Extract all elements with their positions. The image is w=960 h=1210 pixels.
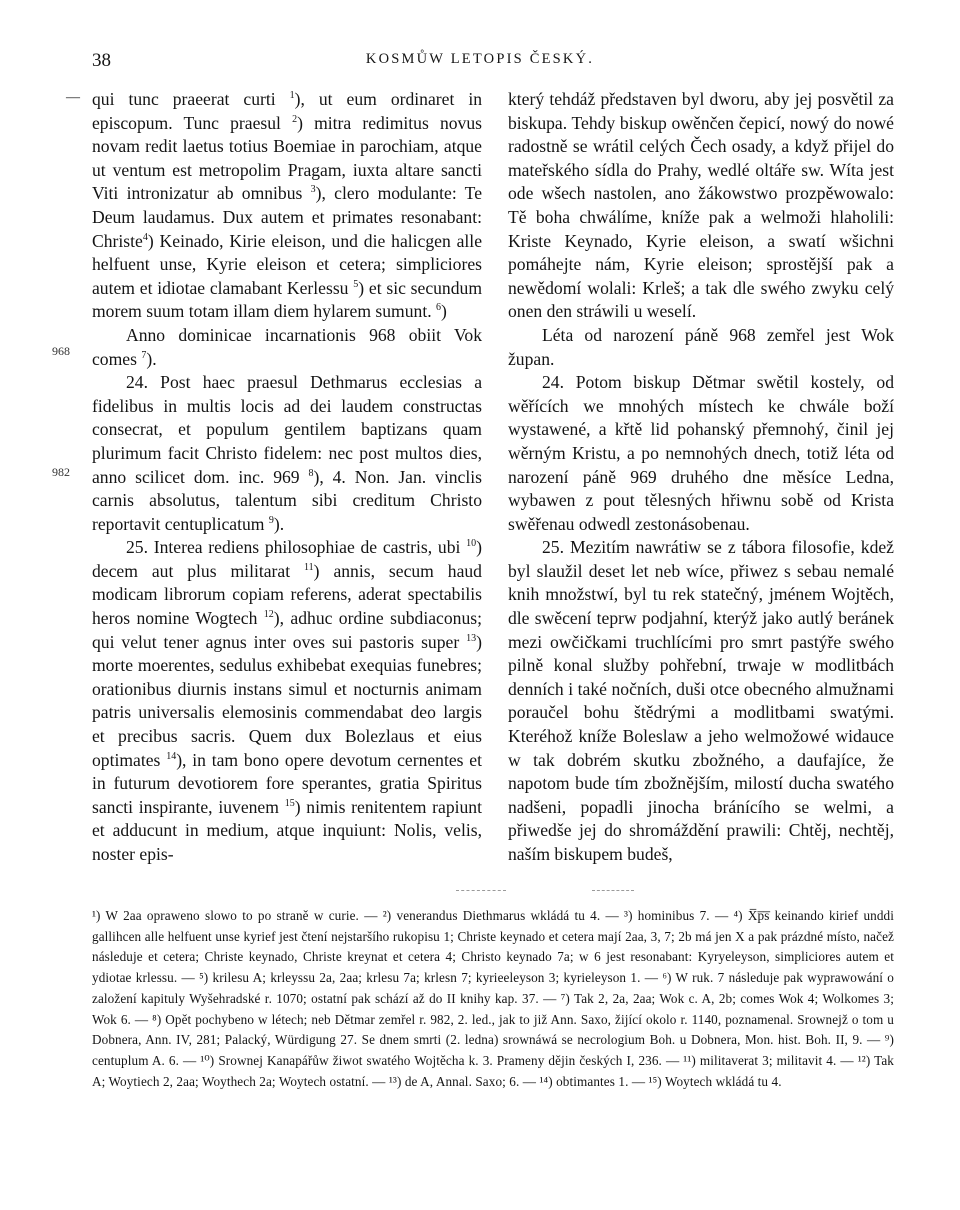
margin-dash: — [66, 90, 80, 105]
latin-paragraph-3: 24. Post haec praesul Dethmarus ecclesias a fidelibus in multis locis ad dei laudem constructas consecrat, et populum gentilem baptizans quam plurimum facit Christo fidelem: nec post multos dies, anno scilicet dom. inc. 969 $^8$), 4. Non. Jan. vinclis carnis absolutus, talentum sibi creditum Christo reportavit centuplicatum $^9$). [92, 372, 482, 534]
footnote-ref: 3 [310, 184, 316, 196]
latin-column [92, 88, 482, 867]
footnotes: ¹) W 2aa opraweno slowo to po straně w curie. — ²) venerandus Diethmarus wkládá tu 4. — ³) hominibus 7. — ⁴) X̅p̅s̅ keinando kirief unddi gallihcen alle helfuent unse kyrief jest čtení nejstaršího rukopisu 1; Christe keynado et cetera mají 2aa, 3, 7; 2b má jen X a pak prázdné místo, načež následuje et cetera; Christe keynado, Christe kreynat et cetera 4; Christo keynado 7a; w 6 jest resonabant: Kyryeleyson, simpliciores autem et ydiotae krlessu. — ⁵) krilesu A; krleyssu 2a, 2aa; krlesu 7a; krlesn 7; kyrieeleyson 3; kyrieleyson 1. — ⁶) W ruk. 7 následuje pak wyprawowání o založení kapituly Wyšehradské r. 1070; ostatní pak schází až do II knihy kap. 37. — ⁷) Tak 2, 2a, 2aa; Wok c. A, 2b; comes Wok 4; Wolkomes 3; Wok 6. — ⁸) Opět pochybeno w létech; neb Dětmar zemřel r. 982, 2. led., jak to již Ann. Saxo, žijící okolo r. 1140, poznamenal. Srownejž o tom u Dobnera, Ann. IV, 281; Palacký, Würdigung 27. Se dnem smrti (2. ledna) srownáwá se necrologium Boh. u Dobnera, Mon. hist. Boh. II, 9. — ⁹) centuplum A. 6. — ¹⁰) Srownej Kanapářůw žiwot swatého Wojtěcha k. 3. Prameny dějin českých I, 236. — ¹¹) militaverat 3; militavit 4. — ¹²) Tak A; Woytiech 2, 2aa; Woythech 2a; Woytech ostatní. — ¹³) de A, Annal. Saxo; 6. — ¹⁴) obtimantes 1. — ¹⁵) Woytech wkládá tu 4. [92, 908, 894, 1089]
footnote-ref: 12 [263, 609, 274, 621]
footnote-rule-left [456, 890, 506, 891]
footnote-ref: 11 [304, 561, 314, 573]
latin-paragraph-2: Anno dominicae incarnationis 968 obiit Vok comes $^7$). [92, 324, 482, 369]
footnote-ref: 9 [268, 514, 274, 526]
footnote-ref: 5 [353, 278, 359, 290]
footnote-ref: 4 [142, 231, 148, 243]
czech-paragraph-1: který tehdáž představen byl dworu, aby jej posvětil za biskupa. Tehdy biskup owěnčen čepicí, nowý do nowé radostně se wrátil celých Čech osady, a když přijel do mateřského sídla do Prahy, wedlé oltáře sw. Wíta jest ode wšech nastolen, ano žákowstwo prozpěwowalo: Tě boha chwálíme, kníže pak a welmoži hlaholili: Kriste Keynado, Kyrie eleison, a swatí wšichni pomáhejte nám, Kyrie eleison; sprostější pak a newědomí wolali: Krleš; a tak dle swého zwyku celý onen den stráwili u weselí. [508, 89, 894, 322]
footnote-ref: 8 [308, 467, 314, 479]
footnote-ref: 7 [141, 349, 147, 361]
footnote-ref: 2 [292, 113, 298, 125]
czech-column [508, 88, 894, 867]
czech-paragraph-2: Léta od narození páně 968 zemřel jest Wok župan. [508, 324, 894, 369]
footnote-rule-right [592, 890, 634, 891]
czech-paragraph-4: 25. Mezitím nawrátiw se z tábora filosofie, kdež byl slaužil deset let neb wíce, přiwez s sebau nemalé knih množstwí, byl tu rek statečný, jménem Wojtěch, dle swěcení teprw podjahní, kterýž jako autlý beránek mezi owčičkami truchlícími pro smrt pastýře swého pilně konal služby pohřební, trwaje w modlitbách denních i také nočních, duši otce obecného almužnami poraučel bohu štědrými a modlitbami swatými. Kteréhož kníže Boleslaw a jeho welmožowé widauce w tak dobrém skutku zbožného, a daufajíce, že napotom bude tím zbožnějším, milostí ducha swatého nadšeni, popadli jinocha bránícího se welmi, a přiwedše jej do shromáždění prawili: Chtěj, nechtěj, naším biskupem budeš, [508, 537, 894, 864]
footnote-ref: 14 [166, 750, 177, 762]
footnote-ref: 1 [289, 90, 295, 101]
footnote-ref: 6 [436, 302, 442, 314]
footnote-ref: 15 [284, 797, 295, 809]
latin-paragraph-1: qui tunc praeerat curti $^1$), ut eum ordinaret in episcopum. Tunc praesul $^2$) mitra redimitus novus novam redit laetus totius Boemiae in parochiam, atque ut ventum est metropolim Pragam, iuxta altare sancti Viti intronizatur ab omnibus $^3$), clero modulante: Te Deum laudamus. Dux autem et primates resonabant: Christe$^4$) Keinado, Kirie eleison, und die halicgen alle helfuent unse, Kyrie eleison et cetera; simpliciores autem et idiotae clamabant Kerlessu $^5$) et sic secundum morem suum totam illam diem hylarem sumunt. $^6$) [92, 89, 483, 322]
czech-paragraph-3: 24. Potom biskup Dětmar swětil kostely, od wěřících we mnohých místech ke chwále boží wystawené, a křtě lid pohanský přemnohý, činil jej wěrným Kristu, a po nemnohých dnech, totiž léta od narození páně 969 druhého dne měsíce Ledna, wybawen z pout tělesných hřiwnu sobě od Krista swěřenau odwedl zestonásobenau. [508, 372, 894, 534]
margin-year-982: 982 [52, 465, 70, 479]
margin-year-968: 968 [52, 344, 70, 358]
footnote-ref: 10 [466, 538, 477, 550]
page-number: 38 [92, 50, 111, 71]
running-title: KOSMŮW LETOPIS ČESKÝ. [365, 51, 595, 67]
latin-paragraph-4: 25. Interea rediens philosophiae de castris, ubi $^{10}$) decem aut plus militarat $^{11}$) annis, secum haud modicam librorum copiam referens, aderat spectabilis heros nomine Wogtech $^{12}$), adhuc ordine subdiaconus; qui velut tener agnus inter oves sui pastoris super $^{13}$) morte moerentes, sedulus exhibebat exequias funebres; orationibus diurnis instans simul et nocturnis animam patris universalis elemosinis commendabat deo largis et precibus sacris. Quem dux Bolezlaus et eius optimates $^{14}$), in tam bono opere devotum cernentes et in futurum devotiorem fore sperantes, gratia Spiritus sancti inspirante, iuvenem $^{15}$) nimis renitentem rapiunt et adducunt in medium, atque inquiunt: Nolis, velis, noster epis- [92, 537, 482, 864]
footnote-ref: 13 [466, 632, 477, 644]
